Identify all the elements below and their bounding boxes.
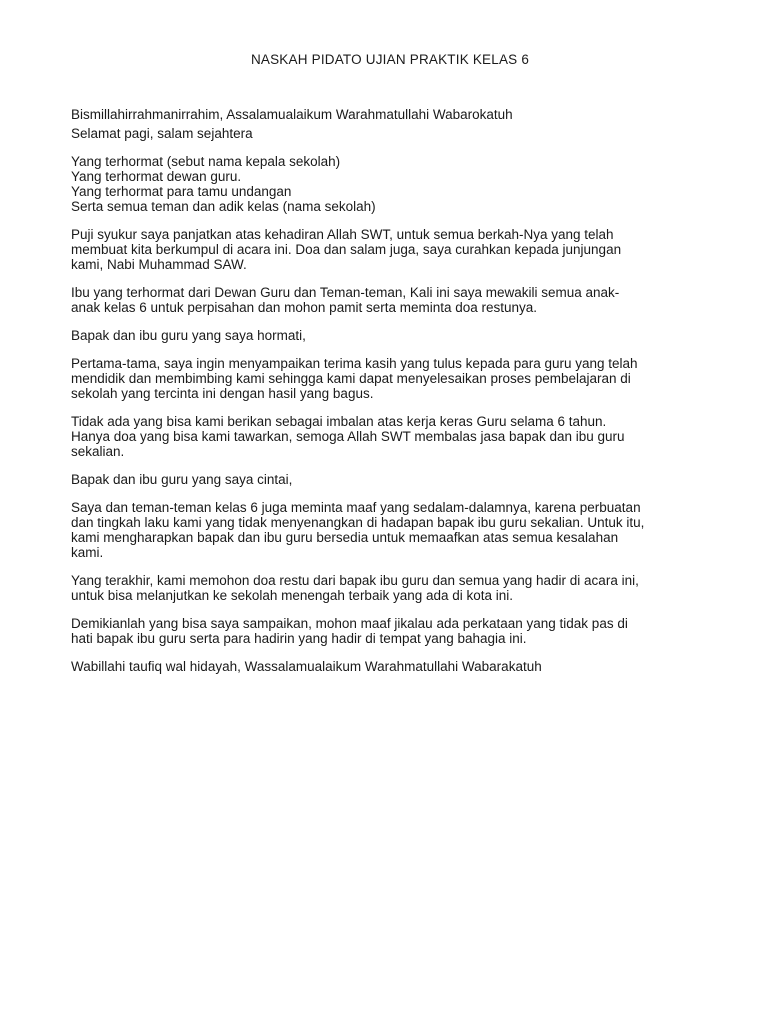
paragraph: Saya dan teman-teman kelas 6 juga meminta maaf yang sedalam-dalamnya, karena perbuatan dan tingkah laku kami yang tidak menyenangkan di hadapan bapak ibu guru sekalian. Untuk itu, kami mengharapkan bapak dan ibu guru bersedia untuk memaafkan atas semua kesalahan kami. (71, 500, 645, 560)
paragraph: Bapak dan ibu guru yang saya hormati, (71, 328, 306, 343)
paragraph: Yang terakhir, kami memohon doa restu dari bapak ibu guru dan semua yang hadir di acara ini, untuk bisa melanjutkan ke sekolah menengah terbaik yang ada di kota ini. (71, 573, 639, 603)
document-body (71, 107, 711, 674)
paragraph: Ibu yang terhormat dari Dewan Guru dan Teman-teman, Kali ini saya mewakili semua anak- anak kelas 6 untuk perpisahan dan mohon pamit serta meminta doa restunya. (71, 285, 620, 315)
paragraph: Demikianlah yang bisa saya sampaikan, mohon maaf jikalau ada perkataan yang tidak pas di hati bapak ibu guru serta para hadirin yang hadir di tempat yang bahagia ini. (71, 616, 628, 646)
greetings-block: Yang terhormat (sebut nama kepala sekolah) Yang terhormat dewan guru. Yang terhormat para tamu undangan Serta semua teman dan adik kelas (nama sekolah) (71, 154, 376, 214)
paragraph: Pertama-tama, saya ingin menyampaikan terima kasih yang tulus kepada para guru yang telah mendidik dan membimbing kami sehingga kami dapat menyelesaikan proses pembelajaran di sekolah yang tercinta ini dengan hasil yang bagus. (71, 356, 638, 401)
paragraph: Bapak dan ibu guru yang saya cintai, (71, 472, 293, 487)
opening-line-2: Selamat pagi, salam sejahtera (71, 126, 253, 141)
opening-line-1: Bismillahirrahmanirrahim, Assalamualaikum Warahmatullahi Wabarokatuh (71, 107, 513, 122)
document-title: NASKAH PIDATO UJIAN PRAKTIK KELAS 6 (250, 52, 530, 67)
paragraph: Puji syukur saya panjatkan atas kehadiran Allah SWT, untuk semua berkah-Nya yang telah membuat kita berkumpul di acara ini. Doa dan salam juga, saya curahkan kepada junjungan kami, Nabi Muhammad SAW. (71, 227, 622, 272)
closing-line: Wabillahi taufiq wal hidayah, Wassalamualaikum Warahmatullahi Wabarakatuh (71, 659, 542, 674)
paragraph: Tidak ada yang bisa kami berikan sebagai imbalan atas kerja keras Guru selama 6 tahun. Hanya doa yang bisa kami tawarkan, semoga Allah SWT membalas jasa bapak dan ibu guru sekalian. (71, 414, 625, 459)
